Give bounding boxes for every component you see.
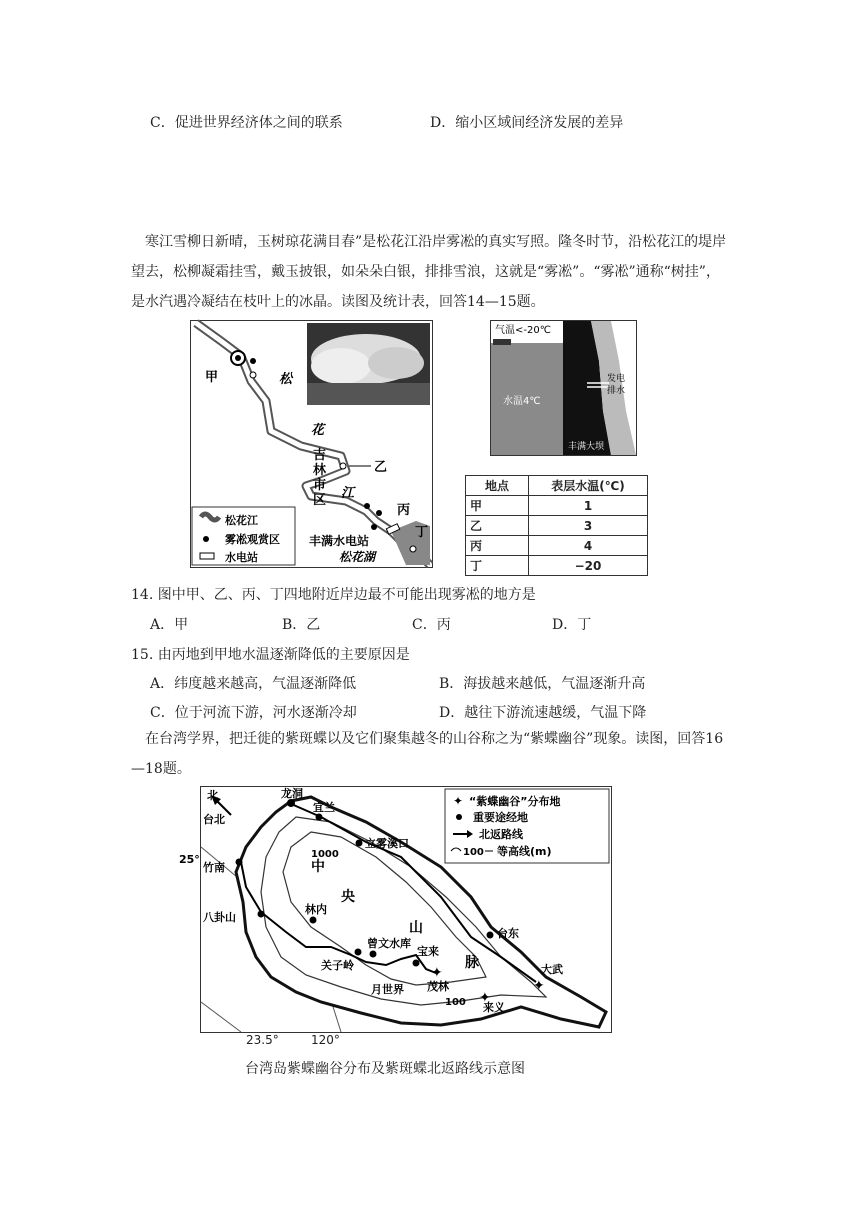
label-jia: 甲 [205, 370, 219, 385]
q14-option-a: A．甲 [150, 617, 189, 633]
label-yueshijie: 月世界 [371, 983, 404, 996]
dam-name: 丰满大坝 [568, 442, 605, 452]
label-bing: 丙 [397, 503, 411, 518]
svg-text:✦: ✦ [431, 965, 443, 981]
table-cell: 甲 [466, 496, 529, 516]
river-char-2: 花 [311, 423, 325, 438]
q15-option-b: B．海拔越来越低，气温逐渐升高 [439, 676, 646, 692]
table-header-temp: 表层水温(℃) [529, 476, 648, 496]
label-baolai: 宝来 [417, 945, 439, 958]
lon-120-label: 120° [311, 1033, 340, 1047]
table-row [466, 536, 648, 556]
q15-stem: 15. 由丙地到甲地水温逐渐降低的主要原因是 [131, 647, 410, 663]
range-char-1: 中 [311, 859, 325, 875]
river-char-1: 松 [279, 372, 293, 387]
water-temp: 水温4℃ [503, 396, 541, 407]
contour-1000-label: 1000 [311, 849, 339, 860]
intro-paragraph-2: 在台湾学界，把迁徙的紫斑蝶以及它们聚集越冬的山谷称之为“紫蝶幽谷”现象。读图，回答16—18题。 [131, 731, 724, 777]
dam-diagram [490, 320, 637, 456]
svg-text:✦: ✦ [479, 990, 491, 1006]
city-char-4: 区 [313, 493, 327, 508]
water-temp-table [465, 475, 648, 576]
label-longdong: 龙洞 [281, 787, 303, 800]
lat-23-5-label: 23.5° [246, 1033, 279, 1047]
table-row [466, 556, 648, 576]
label-guanziling: 关子岭 [321, 959, 354, 972]
label-taibei: 台北 [203, 813, 225, 826]
contour-100-label: 100 [445, 997, 466, 1008]
svg-text:✦: ✦ [533, 978, 545, 994]
taiwan-map [179, 786, 612, 1033]
table-cell: −20 [529, 556, 648, 576]
intro-paragraph-1: 寒江雪柳日新晴，玉树琼花满目春”是松花江沿岸雾凇的真实写照。隆冬时节，沿松花江的堤岸望去，松柳凝霜挂雪，戴玉披银，如朵朵白银，排排雪浪，这就是“雾凇”。“雾凇”通称“树挂”，是水汽遇冷凝结在枝叶上的冰晶。读图及统计表，回答14—15题。 [131, 234, 727, 310]
lat-25: 25° [179, 853, 200, 866]
table-row [466, 496, 648, 516]
option-d-top: D．缩小区域间经济发展的差异 [430, 115, 624, 131]
station-name: 丰满水电站 [309, 534, 370, 548]
outflow-2: 排水 [607, 386, 626, 396]
outflow-1: 发电 [607, 374, 626, 384]
songhua-map [190, 320, 433, 568]
label-taidong: 台东 [497, 927, 519, 940]
q14-option-b: B．乙 [282, 617, 321, 633]
legend-site: 重要途经地 [473, 811, 528, 824]
q15-option-d: D．越往下游流速越缓，气温下降 [439, 705, 647, 721]
legend-contour: 等高线(m) [497, 845, 552, 858]
label-dawu: 大武 [541, 963, 563, 976]
lake-name: 松花湖 [339, 550, 376, 564]
city-char-1: 吉 [313, 448, 327, 463]
label-maolin: 茂林 [427, 980, 449, 993]
table-cell: 丁 [466, 556, 529, 576]
legend-river: 松花江 [225, 514, 258, 527]
q15-option-c: C．位于河流下游，河水逐渐冷却 [150, 705, 357, 721]
table-header-place: 地点 [466, 476, 529, 496]
air-temp: 气温<-20℃ [495, 325, 551, 336]
legend-station: 水电站 [225, 551, 258, 564]
svg-text:✦: ✦ [453, 794, 464, 808]
legend-contour-number: 100 [463, 847, 484, 858]
label-ding: 丁 [415, 525, 429, 540]
table-row [466, 516, 648, 536]
table-cell: 4 [529, 536, 648, 556]
label-zhunan: 竹南 [203, 861, 225, 874]
range-char-3: 山 [409, 920, 423, 936]
label-laiyi: 来义 [483, 1001, 505, 1014]
range-char-2: 央 [341, 889, 355, 905]
legend-valley: “紫蝶幽谷”分布地 [469, 795, 561, 808]
label-yi: 乙 [374, 460, 388, 475]
q14-option-d: D．丁 [552, 617, 592, 633]
figure-caption: 台湾岛紫蝶幽谷分布及紫斑蝶北返路线示意图 [245, 1061, 525, 1077]
table-cell: 3 [529, 516, 648, 536]
label-baguashan: 八卦山 [203, 911, 236, 924]
legend-route: 北返路线 [479, 828, 523, 841]
label-linnei: 林内 [305, 903, 327, 916]
table-cell: 乙 [466, 516, 529, 536]
north-label: 北 [207, 789, 218, 802]
option-c-top: C．促进世界经济体之间的联系 [150, 115, 343, 131]
q14-option-c: C．丙 [412, 617, 451, 633]
label-zengwen: 曾文水库 [367, 937, 411, 950]
table-cell: 丙 [466, 536, 529, 556]
q15-option-a: A．纬度越来越高，气温逐渐降低 [150, 676, 357, 692]
label-lichuan: 立雾溪口 [365, 837, 409, 850]
q14-stem: 14. 图中甲、乙、丙、丁四地附近岸边最不可能出现雾凇的地方是 [131, 587, 536, 603]
range-char-4: 脉 [465, 955, 479, 971]
city-char-3: 市 [313, 478, 327, 493]
city-char-2: 林 [313, 463, 327, 478]
legend-viewing: 雾凇观赏区 [225, 533, 280, 546]
table-cell: 1 [529, 496, 648, 516]
river-char-3: 江 [341, 486, 355, 501]
label-yilan: 宜兰 [313, 801, 335, 814]
